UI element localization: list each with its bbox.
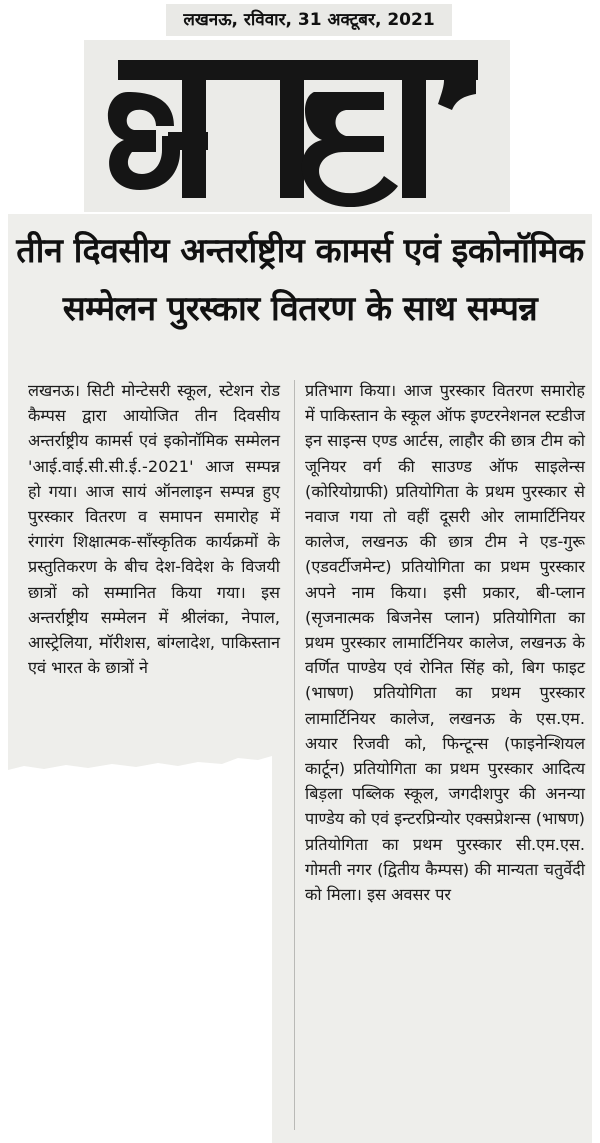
article-column-left <box>28 378 280 680</box>
torn-paper-edge <box>8 736 288 786</box>
dateline-strip <box>166 4 452 36</box>
headline-line-2: सम्मेलन पुरस्कार वितरण के साथ सम्पन्न <box>62 289 538 329</box>
masthead-logo <box>84 40 510 212</box>
column-divider <box>294 380 295 1130</box>
article-column-right <box>305 378 585 907</box>
masthead-text: आज <box>296 206 298 207</box>
dateline: लखनऊ, रविवार, 31 अक्टूबर, 2021 <box>183 10 435 30</box>
headline-line-1: तीन दिवसीय अन्तर्राष्ट्रीय कामर्स एवं इकोनॉमिक <box>16 231 584 271</box>
masthead-clip <box>84 40 510 212</box>
right-column-text: प्रतिभाग किया। आज पुरस्कार वितरण समारोह में पाकिस्तान के स्कूल ऑफ इण्टरनेशनल स्टडीज इन साइन्स एण्ड आर्टस, लाहौर की छात्र टीम को जूनियर वर्ग की साउण्ड ऑफ साइलेन्स (कोरियोग्राफी) प्रतियोगिता के प्रथम पुरस्कार से नवाज गया तो वहीं दूसरी ओर लामार्टिनियर कालेज, लखनऊ की छात्र टीम ने एड-गुरू (एडवर्टीजमेन्ट) प्रतियोगिता का प्रथम पुरस्कार अपने नाम किया। इसी प्रकार, बी-प्लान (सृजनात्मक बिजनेस प्लान) प्रतियोगिता का प्रथम पुरस्कार लामार्टिनियर कालेज, लखनऊ के वर्णित पाण्डेय एवं रोनित सिंह को, बिग फाइट (भाषण) प्रतियोगिता का प्रथम पुरस्कार लामार्टिनियर कालेज, लखनऊ के एस.एम. अयार रिजवी को, फिन्टून्स (फाइनेन्शियल कार्टून) प्रतियोगिता का प्रथम पुरस्कार आदित्य बिड़ला पब्लिक स्कूल, जगदीशपुर की अनन्या पाण्डेय को एवं इन्टरप्रिन्योर एक्सप्रेशन्स (भाषण) प्रतियोगिता का प्रथम पुरस्कार सी.एम.एस. गोमती नगर (द्वितीय कैम्पस) की मान्यता चतुर्वेदी को मिला। इस अवसर पर <box>305 381 585 905</box>
left-column-text: लखनऊ। सिटी मोन्टेसरी स्कूल, स्टेशन रोड कैम्पस द्वारा आयोजित तीन दिवसीय अन्तर्राष्ट्रीय कामर्स एवं इकोनॉमिक सम्मेलन 'आई.वाई.सी.सी.ई.-2021' आज सम्पन्न हो गया। आज सायं ऑनलाइन सम्पन्न हुए पुरस्कार वितरण व समापन समारोह में रंगारंग शिक्षात्मक-साँस्कृतिक कार्यक्रमों के प्रस्तुतिकरण के बीच देश-विदेश के विजयी छात्रों को सम्मानित किया गया। इस अन्तर्राष्ट्रीय सम्मेलन में श्रीलंका, नेपाल, आस्ट्रेलिया, मॉरीशस, बांग्लादेश, पाकिस्तान एवं भारत के छात्रों ने <box>28 381 280 678</box>
article-headline <box>10 222 590 338</box>
